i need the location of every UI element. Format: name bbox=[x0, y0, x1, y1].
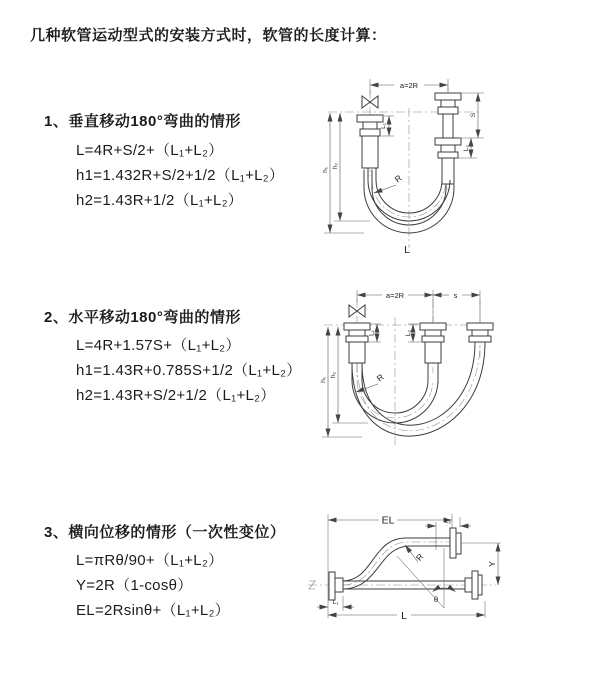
formula-line: Y=2R（1-cosθ） bbox=[76, 577, 193, 594]
formula-line: L=4R+1.57S+（L₁+L₂） bbox=[76, 337, 241, 354]
formula-line: L=πRθ/90+（L₁+L₂） bbox=[76, 552, 224, 569]
dim-label-h2: h₂ bbox=[332, 162, 339, 170]
dim-label-h1: h₁ bbox=[320, 377, 327, 383]
dim-label-l2: L₂ bbox=[463, 144, 470, 152]
dim-label-h2: h₂ bbox=[330, 371, 337, 379]
dimension-l bbox=[328, 601, 485, 622]
right-fitting bbox=[467, 323, 493, 342]
dim-label-a2r: a=2R bbox=[399, 81, 419, 90]
formula-line: h1=1.43R+0.785S+1/2（L₁+L₂） bbox=[76, 362, 302, 379]
length-label: L bbox=[404, 244, 410, 256]
formula-line: EL=2Rsinθ+（L₁+L₂） bbox=[76, 602, 230, 619]
dim-label-y: Y bbox=[487, 561, 497, 567]
section-3-heading: 3、横向位移的情形（一次性变位） bbox=[44, 524, 286, 541]
section-2-heading: 2、水平移动180°弯曲的情形 bbox=[44, 309, 241, 326]
radius-label: R bbox=[413, 551, 426, 563]
formula-line: h2=1.43R+S/2+1/2（L₁+L₂） bbox=[76, 387, 276, 404]
middle-fitting bbox=[420, 323, 446, 363]
angle-label: θ bbox=[433, 595, 439, 604]
left-flange bbox=[329, 572, 343, 600]
section-1-formulas bbox=[76, 138, 284, 213]
dim-label-el: EL bbox=[381, 514, 395, 527]
right-fitting bbox=[435, 93, 461, 184]
dim-label-a2r: a=2R bbox=[385, 291, 405, 300]
left-fitting bbox=[344, 323, 370, 363]
angle-construction bbox=[397, 548, 456, 608]
formula-line: h2=1.43R+1/2（L₁+L₂） bbox=[76, 192, 244, 209]
diagram-vertical-180-bend bbox=[310, 70, 590, 260]
radius-label: R bbox=[374, 371, 386, 384]
hose-u-shapes bbox=[352, 342, 485, 436]
dim-label-l2: L₂ bbox=[444, 518, 452, 525]
dim-label-s: S bbox=[470, 112, 477, 118]
page-title: 几种软管运动型式的安装方式时，软管的长度计算： bbox=[30, 27, 387, 44]
dimension-h1 bbox=[322, 113, 364, 233]
radius-leader bbox=[405, 545, 426, 563]
radius-leader bbox=[356, 372, 386, 392]
formula-line: L=4R+S/2+（L₁+L₂） bbox=[76, 142, 224, 159]
radius-label: R bbox=[392, 172, 404, 185]
dimension-s bbox=[455, 93, 484, 158]
dim-label-l1: L₁ bbox=[368, 330, 376, 336]
dim-label-l: L bbox=[401, 610, 407, 622]
section-2-formulas bbox=[76, 333, 302, 408]
diagram-lateral-displacement bbox=[300, 500, 600, 640]
dimension-s bbox=[433, 291, 480, 300]
section-1-heading: 1、垂直移动180°弯曲的情形 bbox=[44, 113, 241, 130]
dimension-l2 bbox=[425, 517, 471, 550]
dim-label-l1: L₁ bbox=[380, 123, 387, 129]
diagram-horizontal-180-bend bbox=[310, 285, 600, 457]
dimension-l1 bbox=[317, 596, 354, 611]
radius-leader bbox=[374, 173, 404, 193]
dim-label-h1: h₁ bbox=[322, 167, 329, 173]
dim-label-l2: L₂ bbox=[405, 329, 412, 337]
upper-flange bbox=[450, 528, 461, 558]
dimension-l2 bbox=[405, 324, 421, 342]
section-3-formulas bbox=[76, 548, 230, 623]
dimension-a2r bbox=[357, 290, 480, 322]
right-flange bbox=[465, 571, 482, 599]
left-fitting bbox=[357, 115, 383, 168]
dim-label-l1: L₁ bbox=[332, 599, 339, 606]
dim-label-s: s bbox=[453, 291, 458, 300]
formula-line: h1=1.432R+S/2+1/2（L₁+L₂） bbox=[76, 167, 285, 184]
